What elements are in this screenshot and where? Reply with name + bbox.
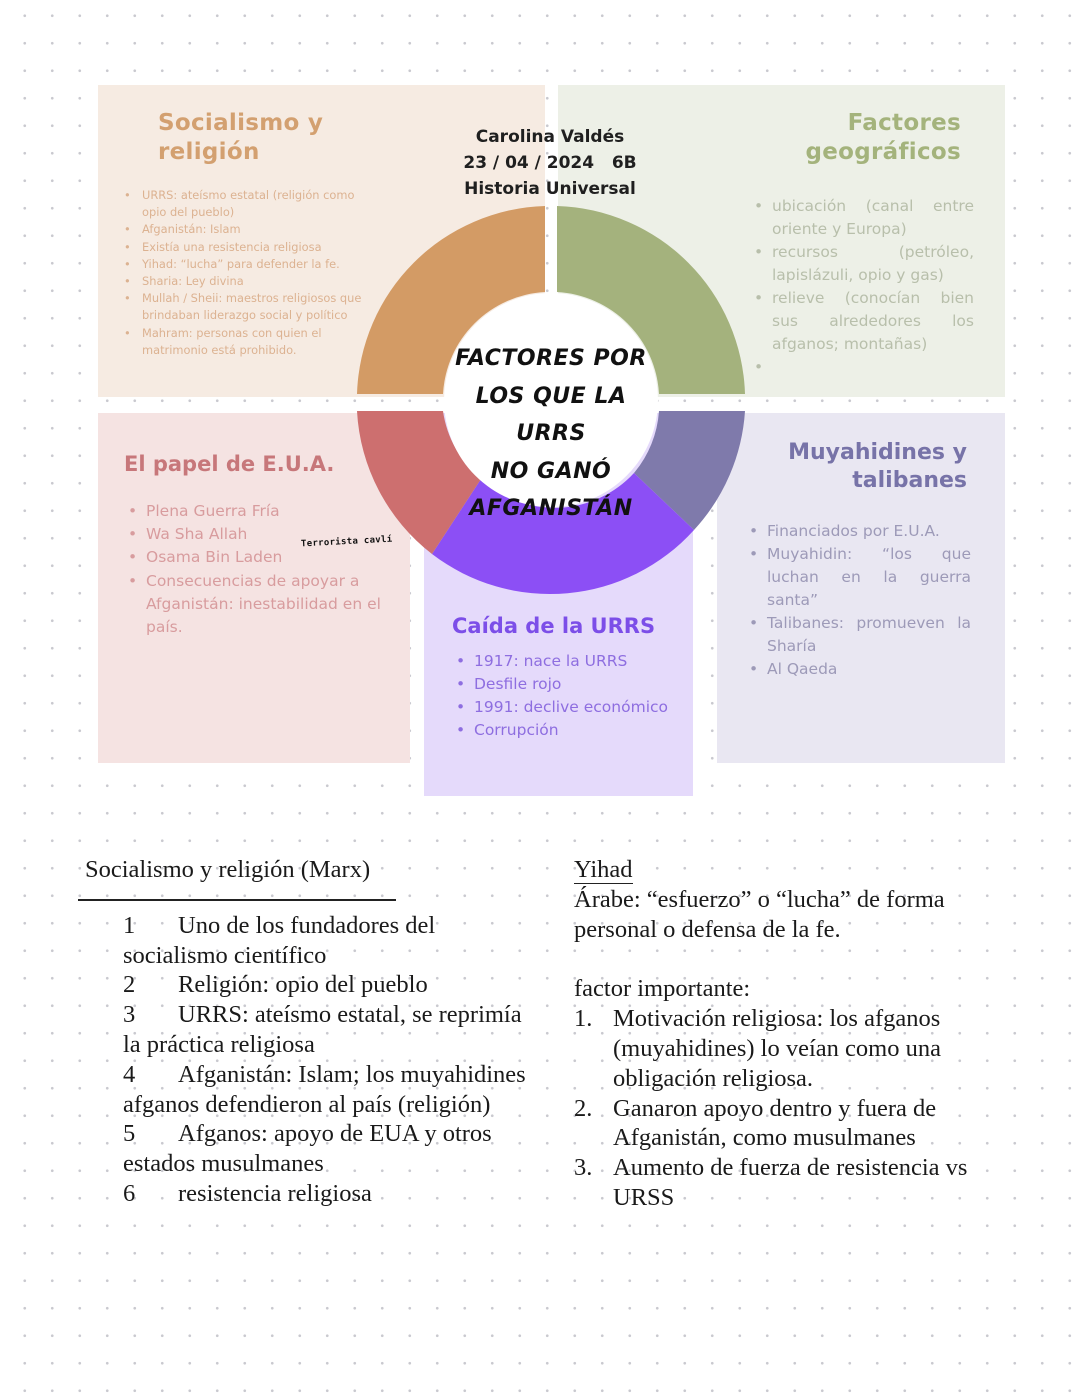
numbered-list [574, 1004, 994, 1213]
notes-socialismo-marx [84, 855, 534, 1209]
item-number: 6 [123, 1179, 136, 1207]
central-topic-line: NO GANÓ [490, 458, 612, 484]
list-item [123, 1179, 534, 1209]
subtitle: factor importante: [574, 975, 751, 1003]
list-item: • Al Qaeda [745, 658, 971, 681]
item-text: resistencia religiosa [178, 1179, 372, 1207]
bullet-list [750, 195, 974, 379]
list-item-empty [750, 356, 974, 379]
bullet-list [120, 187, 370, 359]
list-item: • URRS: ateísmo estatal (religión como opio del pueblo) [120, 187, 370, 221]
central-topic-line: AFGANISTÁN [469, 496, 633, 521]
panel-muyahidines-talibanes [717, 413, 1005, 763]
title-line: Socialismo y [158, 110, 324, 136]
item-text: Motivación religiosa: los afganos (muyahidines) lo veían como una obligación religiosa. [613, 1005, 941, 1092]
list-item [123, 1060, 534, 1120]
list-item: • Existía una resistencia religiosa [120, 239, 370, 256]
list-item: • Wa Sha Allah [124, 523, 386, 546]
author-header [448, 124, 652, 202]
item-number: 2. [574, 1094, 593, 1122]
notes-title: Yihad [574, 856, 633, 883]
list-item: • relieve (conocían bien sus alrededores los afganos; montañas) [750, 287, 974, 356]
list-item: • Consecuencias de apoyar a Afganistán: inestabilidad en el país. [124, 570, 386, 640]
list-item: • ubicación (canal entre oriente y Europa) [750, 195, 974, 241]
title-line: Factores [847, 110, 961, 136]
list-item: • Talibanes: promueven la Sharía [745, 612, 971, 658]
list-item: • Osama Bin Laden [124, 546, 386, 569]
list-item: • Sharia: Ley divina [120, 273, 370, 290]
list-item [574, 1004, 994, 1093]
list-item-text: 1991: declive económico [474, 698, 668, 716]
item-text: Afganistán: Islam; los muyahidines afganos defendieron al país (religión) [123, 1060, 526, 1118]
item-number: 1. [574, 1005, 593, 1033]
list-item: • Yihad: “lucha” para defender la fe. [120, 256, 370, 273]
bullet-list [124, 500, 386, 639]
item-number: 5 [123, 1120, 136, 1148]
title-line: talibanes [852, 467, 967, 493]
item-number: 4 [123, 1060, 136, 1088]
panel-title [158, 109, 323, 167]
item-text: Aumento de fuerza de resistencia vs URSS [613, 1154, 968, 1211]
panel-title [788, 439, 967, 494]
list-item [452, 696, 678, 719]
item-text: URRS: ateísmo estatal, se reprimía la práctica religiosa [123, 1001, 522, 1058]
list-item [574, 1153, 994, 1213]
list-item: • Muyahidin: “los que luchan en la guerra santa” [745, 543, 971, 612]
bullet-list [745, 520, 971, 681]
date-group: 23 / 04 / 2024 6B [463, 153, 637, 173]
spacer [574, 944, 994, 974]
definition: Árabe: “esfuerzo” o “lucha” de forma personal o defensa de la fe. [574, 885, 945, 943]
list-item [123, 1000, 534, 1060]
list-item [123, 911, 534, 971]
list-item: • Afganistán: Islam [120, 221, 370, 238]
handwritten-note: Terrorista cavlí [300, 534, 393, 550]
item-text: Uno de los fundadores del socialismo científico [123, 911, 436, 969]
title-line: religión [158, 138, 260, 165]
item-number: 2 [123, 971, 136, 999]
item-text: Religión: opio del pueblo [178, 971, 428, 999]
panel-title: Caída de la URRS [452, 614, 656, 638]
item-number: 1 [123, 911, 136, 939]
list-item: • 1917: nace la URRS [452, 650, 678, 673]
list-item [574, 1094, 994, 1154]
notes-title: Socialismo y religión (Marx) [85, 856, 371, 883]
item-number: 3. [574, 1154, 593, 1182]
list-item: • Mullah / Sheii: maestros religiosos que brindaban liderazgo social y político [120, 290, 370, 324]
item-number: 3 [123, 1001, 136, 1029]
central-topic-line: FACTORES POR [455, 346, 647, 371]
list-item: • Mahram: personas con quien el matrimonio está prohibido. [120, 325, 370, 359]
list-item: • recursos (petróleo, lapislázuli, opio y gas) [750, 241, 974, 287]
list-item: • Financiados por E.U.A. [745, 520, 971, 543]
notes-yihad [574, 855, 994, 1213]
item-text: Afganos: apoyo de EUA y otros estados musulmanes [123, 1120, 492, 1178]
title-underline [78, 899, 396, 901]
author-name: Carolina Valdés [475, 127, 625, 147]
list-item [123, 1119, 534, 1179]
central-topic [441, 340, 661, 528]
title-line: geográficos [805, 138, 961, 165]
list-item: • Desfile rojo [452, 673, 678, 696]
list-item: • Plena Guerra Fría [124, 500, 386, 523]
bullet-list [452, 650, 678, 742]
list-item [123, 970, 534, 1000]
panel-title [805, 109, 961, 167]
panel-title: El papel de E.U.A. [124, 452, 335, 476]
item-text: Ganaron apoyo dentro y fuera de Afganistán, como musulmanes [613, 1094, 937, 1152]
title-line: Muyahidines y [788, 440, 967, 465]
central-topic-line: LOS QUE LA URRS [475, 383, 627, 446]
list-item: • Corrupción [452, 719, 678, 742]
numbered-list [84, 911, 534, 1209]
subject: Historia Universal [464, 179, 636, 199]
